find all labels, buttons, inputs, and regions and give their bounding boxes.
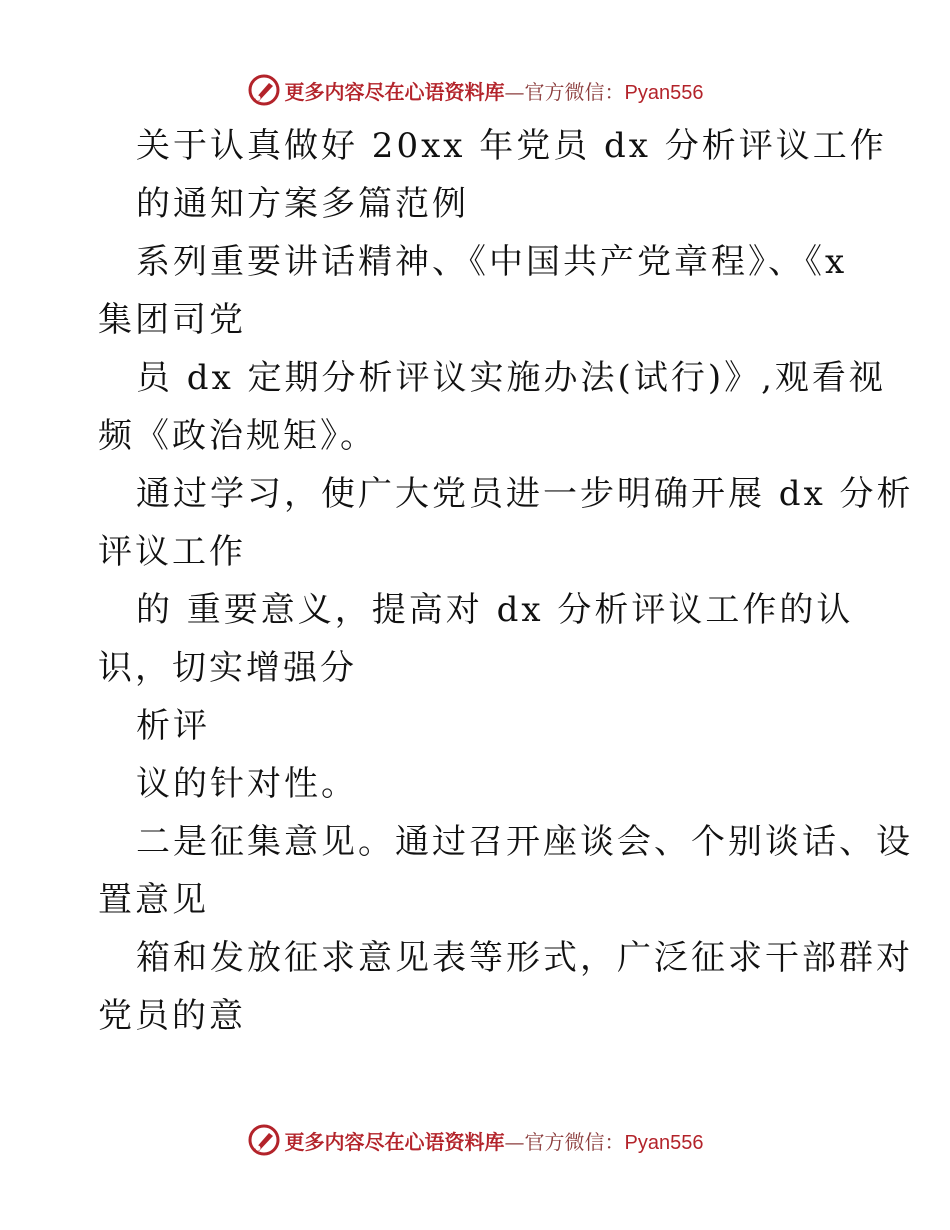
text-line: 析评 [136,706,210,746]
banner-dash: —官方微信： [504,79,625,104]
footer-banner [0,1120,950,1160]
text-line: 系列重要讲话精神、《中国共产党章程》、《x [136,242,848,282]
banner-dash: —官方微信： [504,1129,625,1154]
header-banner [0,70,950,110]
text-line: 二是征集意见。通过召开座谈会、个别谈话、设 [136,822,913,862]
banner-wechat-id: Pyan556 [624,81,704,104]
text-line: 置意见 [98,880,209,920]
pen-logo-icon [247,73,281,107]
text-line: 议的针对性。 [136,764,358,804]
text-line: 频《政治规矩》。 [98,416,377,456]
banner-wechat-id: Pyan556 [624,1131,704,1154]
banner-text [285,1126,704,1155]
text-line: 党员的意 [98,996,246,1036]
text-line: 集团司党 [98,300,246,340]
banner-title: 更多内容尽在心语资料库 [284,79,505,104]
banner-text [285,76,704,105]
text-line: 的 重要意义，提高对 dx 分析评议工作的认 [136,590,854,630]
text-line: 关于认真做好 20xx 年党员 dx 分析评议工作 [136,126,887,166]
banner-title: 更多内容尽在心语资料库 [284,1129,505,1154]
text-line: 箱和发放征求意见表等形式，广泛征求干部群对 [136,938,913,978]
text-line: 通过学习，使广大党员进一步明确开展 dx 分析 [136,474,914,514]
text-line: 员 dx 定期分析评议实施办法(试行)》,观看视 [136,358,886,398]
text-line: 识，切实增强分 [98,648,357,688]
text-line: 的通知方案多篇范例 [136,184,469,224]
text-line: 评议工作 [98,532,246,572]
pen-logo-icon [247,1123,281,1157]
